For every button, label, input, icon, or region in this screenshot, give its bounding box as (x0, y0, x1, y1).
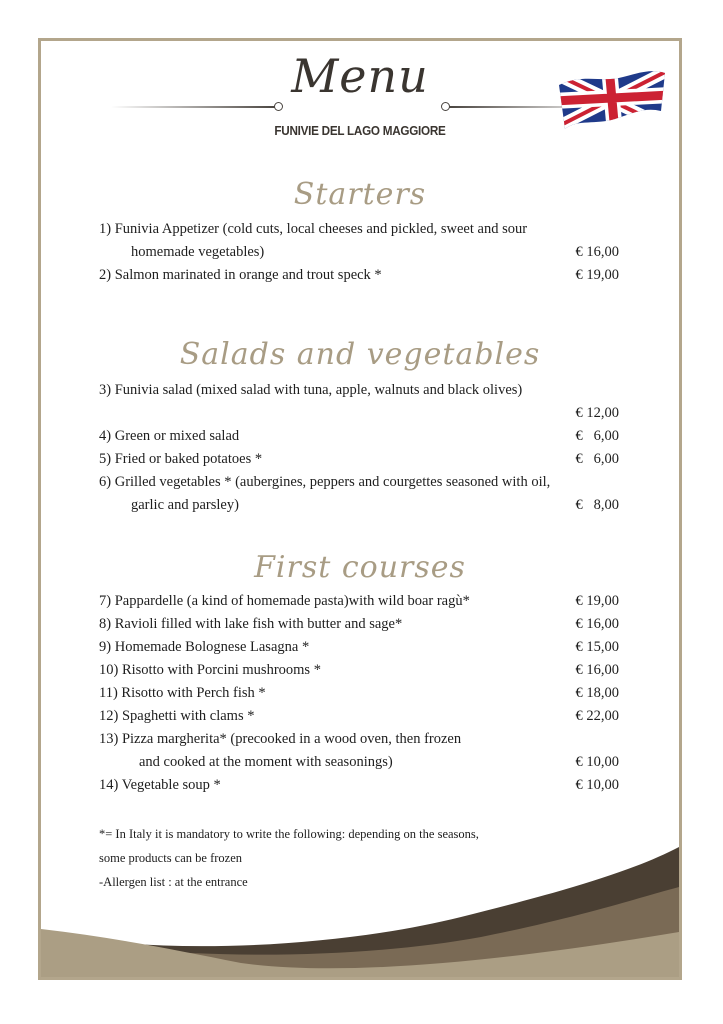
decorative-line-right (449, 106, 564, 108)
price: € 16,00 (575, 244, 619, 260)
menu-item: 14) Vegetable soup * € 10,00 (99, 774, 619, 797)
price: € 22,00 (575, 708, 619, 724)
price: € 19,00 (575, 593, 619, 609)
menu-item: 13) Pizza margherita* (precooked in a wood oven, then frozen and cooked at the moment with seasonings) € 10,00 (99, 728, 619, 774)
uk-flag-icon[interactable] (553, 67, 671, 133)
decorative-swoosh (41, 837, 679, 977)
section-title-salads: Salads and vegetables (179, 337, 541, 372)
decorative-line-left (111, 106, 276, 108)
price: € 6,00 (575, 428, 619, 444)
restaurant-name: FUNIVIE DEL LAGO MAGGIORE (274, 123, 446, 138)
menu-item: 9) Homemade Bolognese Lasagna * € 15,00 (99, 636, 619, 659)
price: € 10,00 (575, 754, 619, 770)
menu-page (38, 38, 682, 980)
price: € 10,00 (575, 777, 619, 793)
section-title-first-courses: First courses (254, 550, 466, 585)
menu-item: 5) Fried or baked potatoes * € 6,00 (99, 448, 619, 471)
price: € 16,00 (575, 662, 619, 678)
footnote-frozen-cont: some products can be frozen (99, 851, 242, 865)
price: € 19,00 (575, 267, 619, 283)
menu-item: 4) Green or mixed salad € 6,00 (99, 425, 619, 448)
menu-item: 8) Ravioli filled with lake fish with butter and sage* € 16,00 (99, 613, 619, 636)
footnote-frozen: *= In Italy it is mandatory to write the following: depending on the seasons, (99, 827, 479, 841)
price: € 15,00 (575, 639, 619, 655)
menu-item: 11) Risotto with Perch fish * € 18,00 (99, 682, 619, 705)
menu-item: 1) Funivia Appetizer (cold cuts, local cheeses and pickled, sweet and sour homemade vegetables) € 16,00 (99, 218, 619, 264)
price: € 8,00 (575, 497, 619, 513)
menu-item: 10) Risotto with Porcini mushrooms * € 16,00 (99, 659, 619, 682)
price: € 6,00 (575, 451, 619, 467)
footnote-allergen: -Allergen list : at the entrance (99, 875, 248, 889)
menu-item: 2) Salmon marinated in orange and trout speck * € 19,00 (99, 264, 619, 287)
menu-header (41, 41, 679, 161)
menu-item: 7) Pappardelle (a kind of homemade pasta)with wild boar ragù* € 19,00 (99, 590, 619, 613)
decorative-node-left (274, 102, 283, 111)
price: € 12,00 (575, 405, 619, 421)
menu-item: 3) Funivia salad (mixed salad with tuna, apple, walnuts and black olives) € 12,00 (99, 379, 619, 402)
section-title-starters: Starters (293, 177, 427, 212)
price: € 16,00 (575, 616, 619, 632)
menu-title: Menu (291, 49, 429, 103)
price: € 18,00 (575, 685, 619, 701)
menu-item: 6) Grilled vegetables * (aubergines, peppers and courgettes seasoned with oil, garlic and parsley) € 8,00 (99, 471, 619, 517)
menu-item: 12) Spaghetti with clams * € 22,00 (99, 705, 619, 728)
